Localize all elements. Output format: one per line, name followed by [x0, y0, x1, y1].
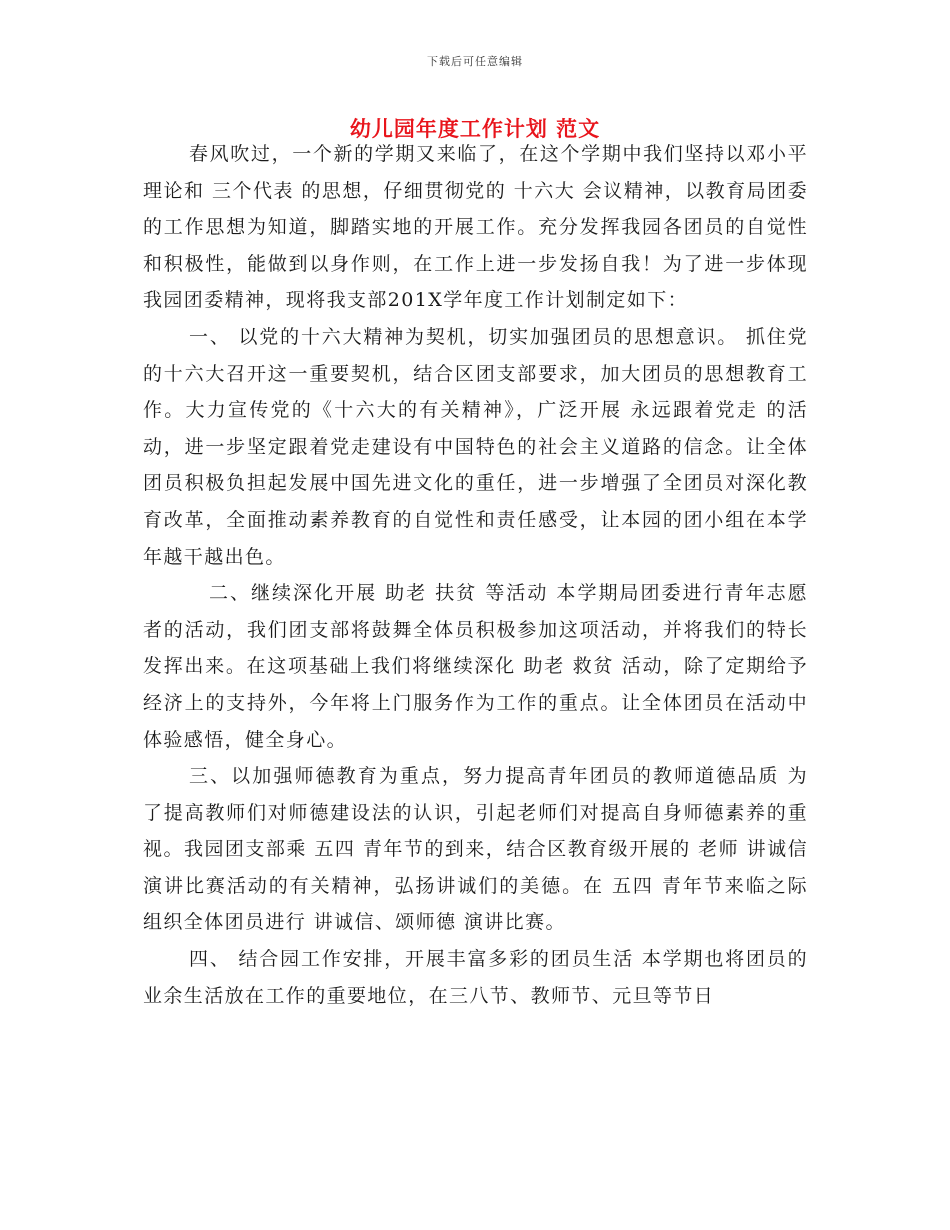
document-title: 幼儿园年度工作计划 范文 [349, 116, 601, 141]
section-three-paragraph: 三、以加强师德教育为重点，努力提高青年团员的教师道德品质 为了提高教师们对师德建设法的认识，引起老师们对提高自身师德素养的重视。我园团支部乘 五四 青年节的到来，结合区教育级开展的 老师 讲诚信 演讲比赛活动的有关精神，弘扬讲诚们的美德。在 五四 青年节来临之际组织全体团员进行 讲诚信、颂师德 演讲比赛。 [143, 765, 808, 934]
document-body [143, 136, 808, 1014]
section-two-paragraph: 二、继续深化开展 助老 扶贫 等活动 本学期局团委进行青年志愿者的活动，我们团支部将鼓舞全体员积极参加这项活动，并将我们的特长发挥出来。在这项基础上我们将继续深化 助老 救贫 活动，除了定期给予经济上的支持外，今年将上门服务作为工作的重点。让全体团员在活动中体验感悟，健全身心。 [143, 582, 808, 751]
header-note: 下载后可任意编辑 [427, 55, 523, 68]
section-four-paragraph: 四、 结合园工作安排，开展丰富多彩的团员生活 本学期也将团员的业余生活放在工作的重要地位，在三八节、教师节、元旦等节日 [143, 948, 808, 1007]
section-one-paragraph: 一、 以党的十六大精神为契机，切实加强团员的思想意识。 抓住党的十六大召开这一重要契机，结合区团支部要求，加大团员的思想教育工作。大力宣传党的《十六大的有关精神》，广泛开展 永远跟着党走 的活动，进一步坚定跟着党走建设有中国特色的社会主义道路的信念。让全体团员积极负担起发展中国先进文化的重任，进一步增强了全团员对深化教育改革，全面推动素养教育的自觉性和责任感受，让本园的团小组在本学年越干越出色。 [143, 325, 808, 568]
intro-paragraph: 春风吹过，一个新的学期又来临了，在这个学期中我们坚持以邓小平理论和 三个代表 的思想，仔细贯彻党的 十六大 会议精神，以教育局团委的工作思想为知道，脚踏实地的开展工作。充分发挥我园各团员的自觉性和积极性，能做到以身作则，在工作上进一步发扬自我！为了进一步体现我园团委精神，现将我支部201X学年度工作计划制定如下： [143, 143, 808, 312]
